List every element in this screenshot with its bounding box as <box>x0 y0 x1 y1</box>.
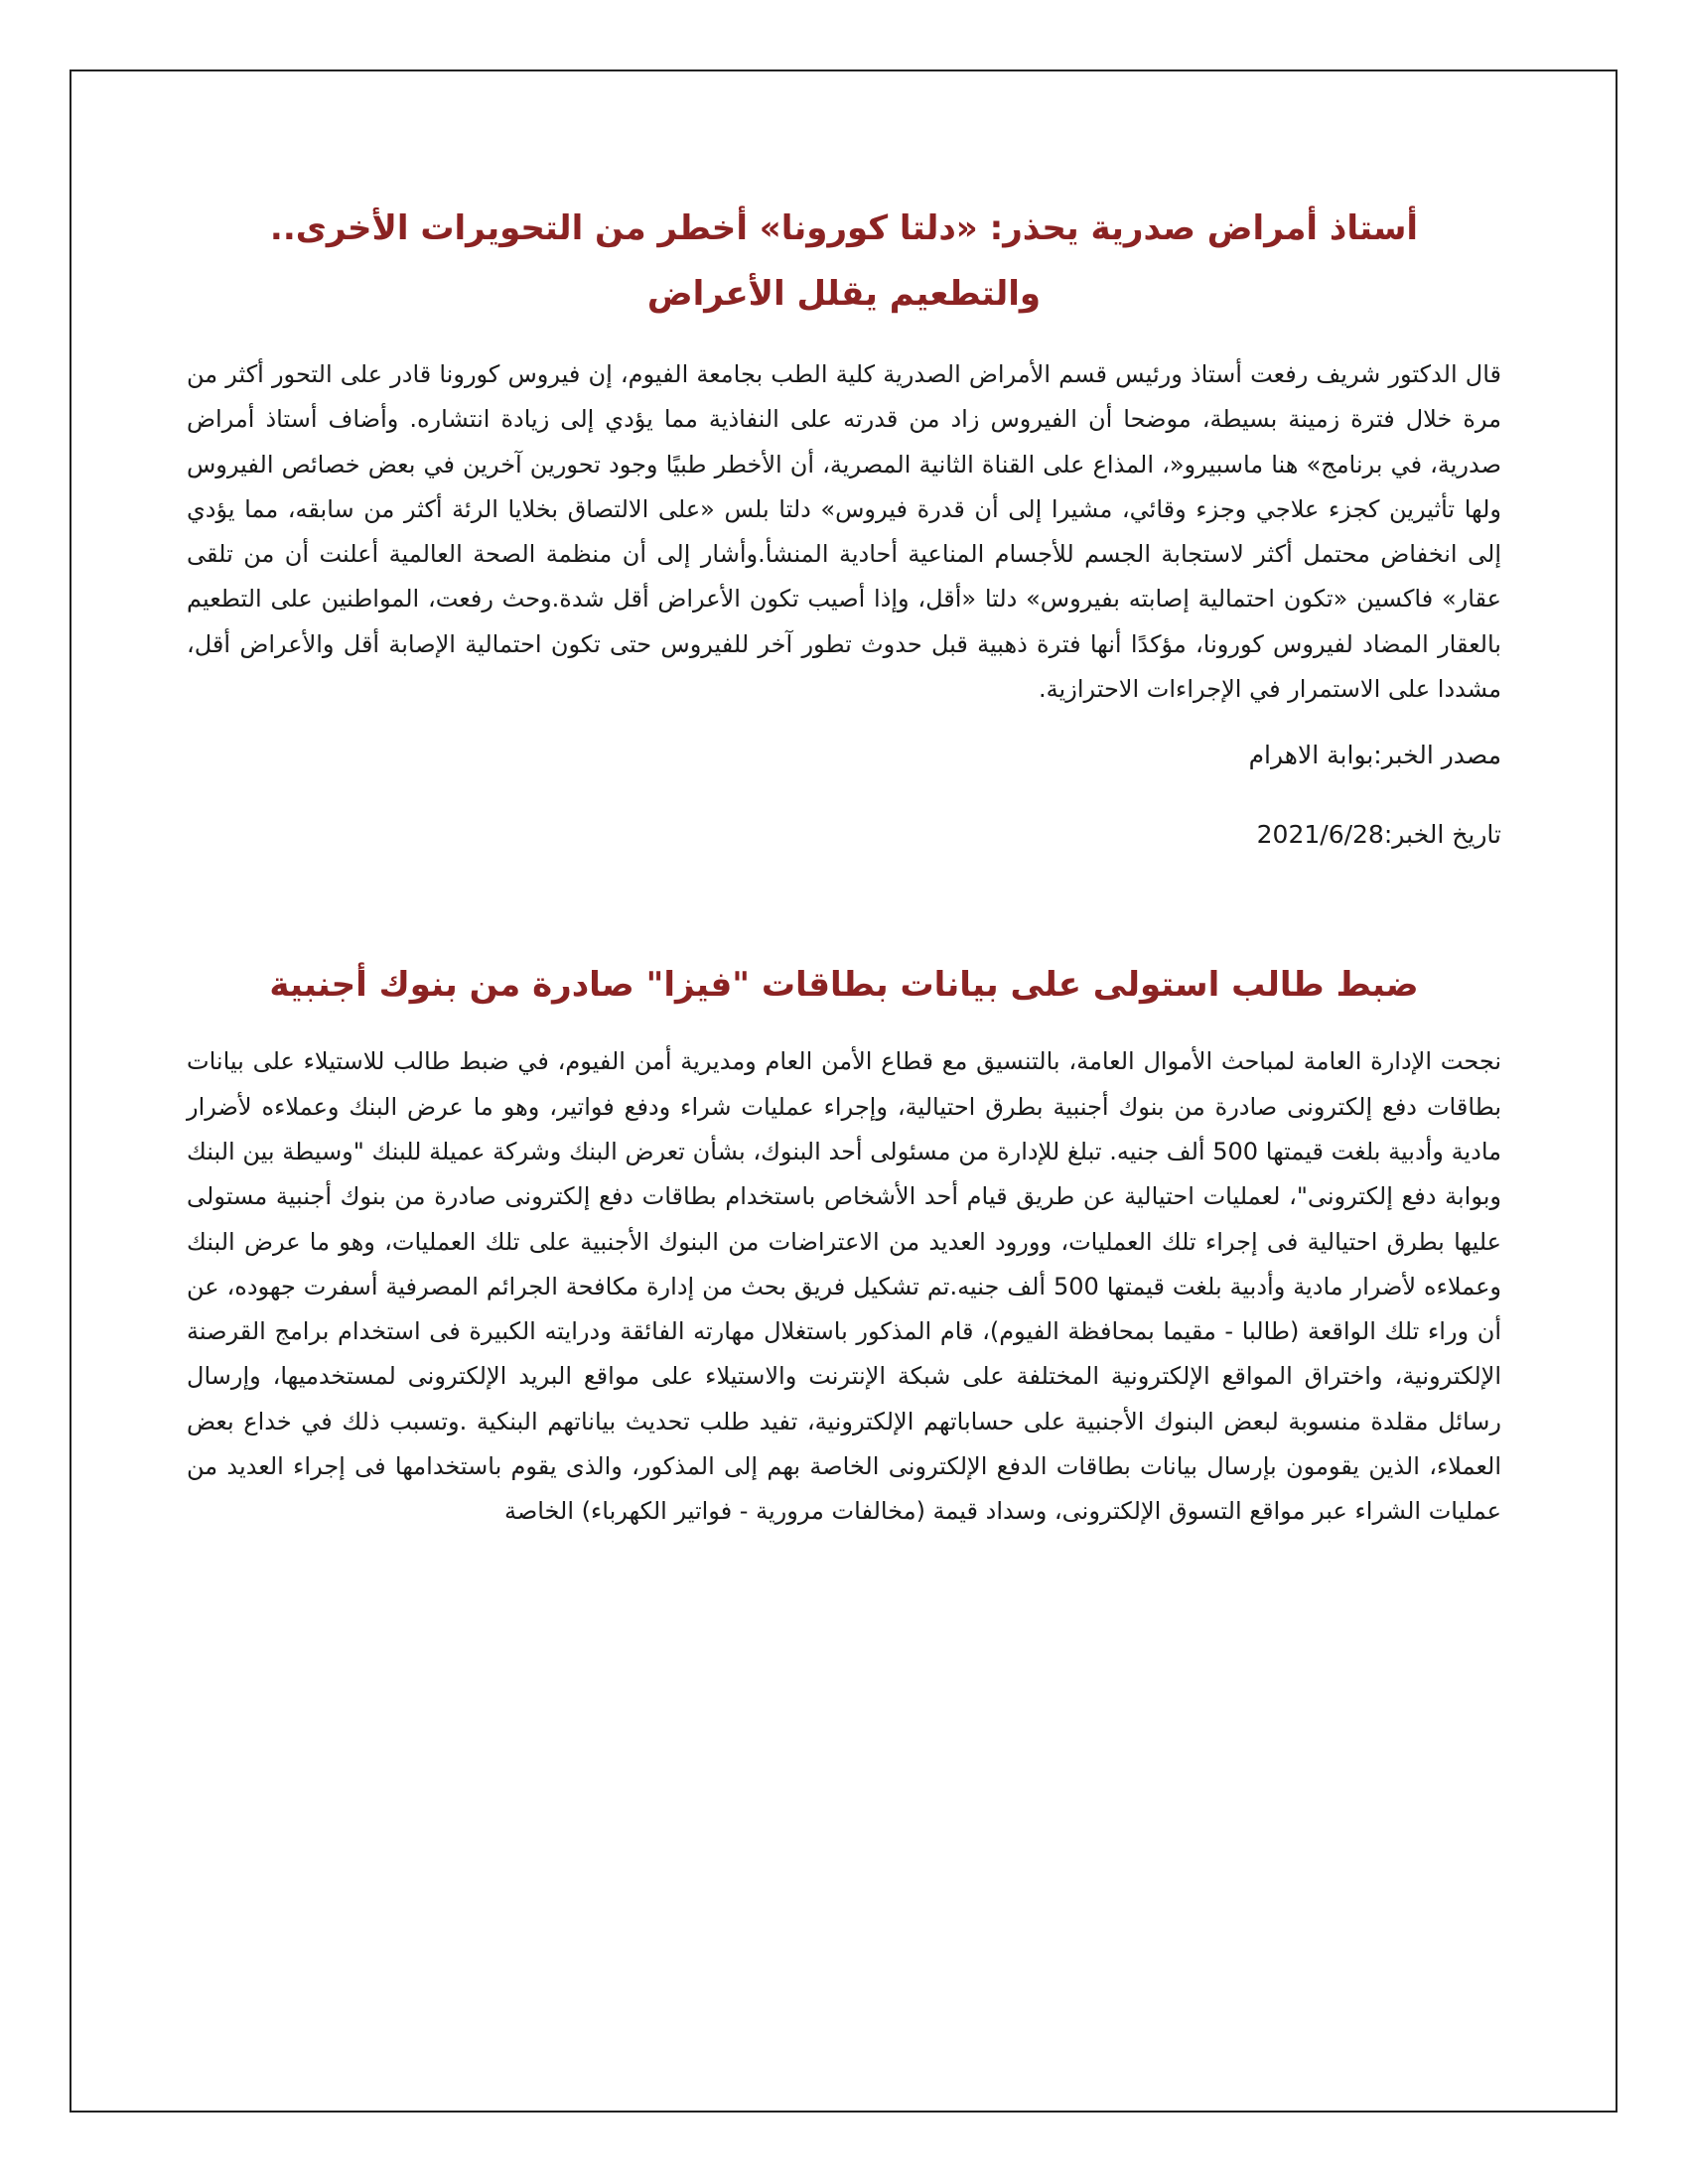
news-date: تاريخ الخبر:2021/6/28 <box>1256 820 1501 850</box>
headline-line-1: أستاذ أمراض صدرية يحذر: «دلتا كورونا» أخطر من التحويرات الأخرى.. <box>269 208 1419 248</box>
news-source: مصدر الخبر:بوابة الاهرام <box>1248 741 1501 770</box>
article-body: نجحت الإدارة العامة لمباحث الأموال العامة، بالتنسيق مع قطاع الأمن العام ومديرية أمن الفيوم، في ضبط طالب للاستيلاء على بيانات بطاقات دفع إلكترونى صادرة من بنوك أجنبية بطرق احتيالية، وإجراء عمليات شراء ودفع فواتير، وهو ما عرض البنك وعملاءه لأضرار مادية وأدبية بلغت قيمتها 500 ألف جنيه. تبلغ للإدارة من مسئولى أحد البنوك، بشأن تعرض البنك وشركة عميلة للبنك "وسيطة بين البنك وبوابة دفع إلكترونى"، لعمليات احتيالية عن طريق قيام أحد الأشخاص باستخدام بطاقات دفع إلكترونى صادرة من بنوك أجنبية مستولى عليها بطرق احتيالية فى إجراء تلك العمليات، وورود العديد من الاعتراضات من البنوك الأجنبية على تلك العمليات، وهو ما عرض البنك وعملاءه لأضرار مادية وأدبية بلغت قيمتها 500 ألف جنيه.تم تشكيل فريق بحث من إدارة مكافحة الجرائم المصرفية أسفرت جهوده، عن أن وراء تلك الواقعة (طالبا - مقيما بمحافظة الفيوم)، قام المذكور باستغلال مهارته الفائقة ودرايته الكبيرة فى استخدام برامج القرصنة الإلكترونية، واختراق المواقع الإلكترونية المختلفة على شبكة الإنترنت والاستيلاء على مواقع البريد الإلكترونى لمستخدميها، وإرسال رسائل مقلدة منسوبة لبعض البنوك الأجنبية على حساباتهم الإلكترونية، تفيد طلب تحديث بياناتهم البنكية .وتسبب ذلك في خداع بعض العملاء، الذين يقومون بإرسال بيانات بطاقات الدفع الإلكترونى الخاصة بهم إلى المذكور، والذى يقوم باستخدامها فى إجراء العديد من عمليات الشراء عبر مواقع التسوق الإلكترونى، وسداد قيمة (مخالفات مرورية - فواتير الكهرباء) الخاصة <box>187 1047 1501 1526</box>
document-content <box>187 184 1501 1535</box>
article-visa-fraud <box>187 952 1501 1534</box>
article-body: قال الدكتور شريف رفعت أستاذ ورئيس قسم الأمراض الصدرية كلية الطب بجامعة الفيوم، إن فيروس كورونا قادر على التحور أكثر من مرة خلال فترة زمينة بسيطة، موضحا أن الفيروس زاد من قدرته على النفاذية مما يؤدي إلى زيادة انتشاره. وأضاف أستاذ أمراض صدرية، في برنامج» هنا ماسبيرو«، المذاع على القناة الثانية المصرية، أن الأخطر طبيًا وجود تحورين آخرين في بعض خصائص الفيروس ولها تأثيرين كجزء علاجي وجزء وقائي، مشيرا إلى أن قدرة فيروس» دلتا بلس «على الالتصاق بخلايا الرئة أكثر من سابقه، مما يؤدي إلى انخفاض محتمل أكثر لاستجابة الجسم للأجسام المناعية أحادية المنشأ.وأشار إلى أن منظمة الصحة العالمية أعلنت أن من تلقى عقار» فاكسين «تكون احتمالية إصابته بفيروس» دلتا «أقل، وإذا أصيب تكون الأعراض أقل شدة.وحث رفعت، المواطنين على التطعيم بالعقار المضاد لفيروس كورونا، مؤكدًا أنها فترة ذهبية قبل حدوث تطور آخر للفيروس حتى تكون احتمالية الإصابة أقل والأعراض أقل، مشددا على الاستمرار في الإجراءات الاحترازية. <box>187 360 1501 704</box>
article-headline <box>187 196 1501 327</box>
article-covid-delta <box>187 196 1501 855</box>
article-headline <box>187 952 1501 1018</box>
headline-line-2: والتطعيم يقلل الأعراض <box>646 274 1042 314</box>
headline-line-1: ضبط طالب استولى على بيانات بطاقات "فيزا" صادرة من بنوك أجنبية <box>269 965 1419 1006</box>
